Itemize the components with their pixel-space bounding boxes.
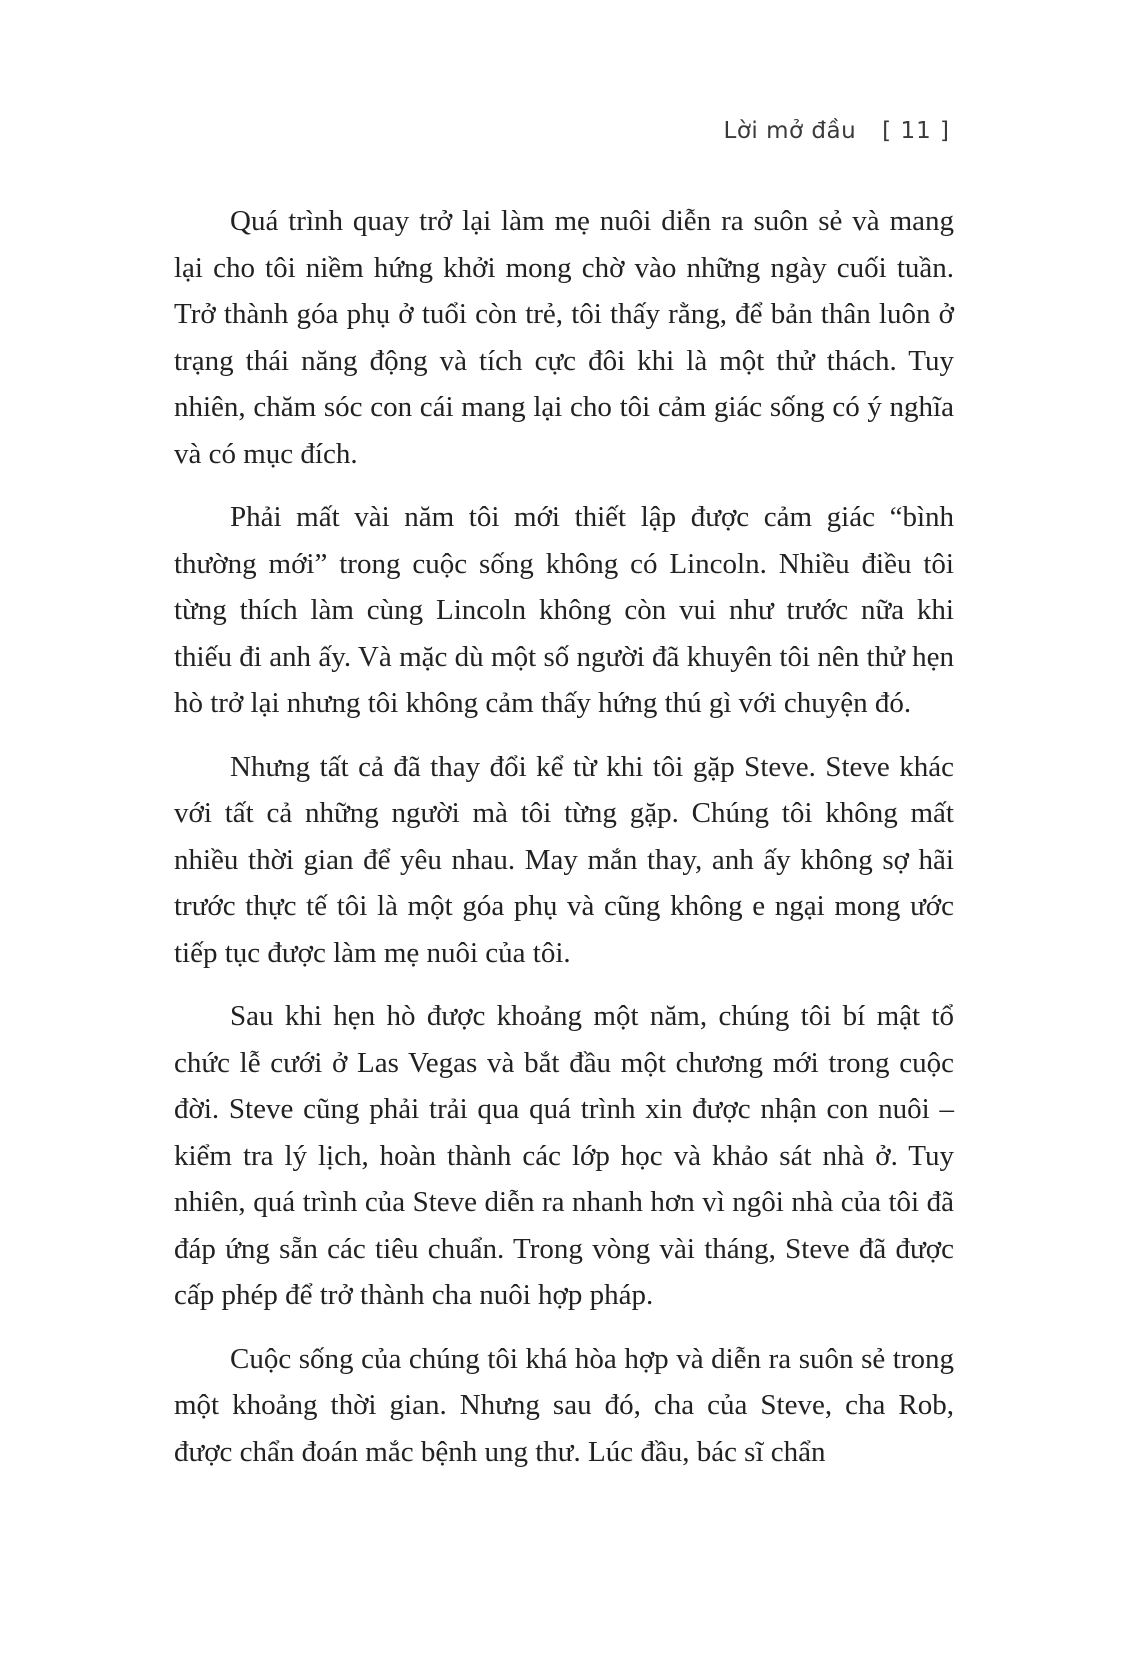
paragraph: Quá trình quay trở lại làm mẹ nuôi diễn ra suôn sẻ và mang lại cho tôi niềm hứng khởi mong chờ vào những ngày cuối tuần. Trở thành góa phụ ở tuổi còn trẻ, tôi thấy rằng, để bản thân luôn ở trạng thái năng động và tích cực đôi khi là một thử thách. Tuy nhiên, chăm sóc con cái mang lại cho tôi cảm giác sống có ý nghĩa và có mục đích. — [174, 205, 954, 470]
page-number: [ 11 ] — [882, 118, 950, 144]
paragraph: Sau khi hẹn hò được khoảng một năm, chúng tôi bí mật tổ chức lễ cưới ở Las Vegas và bắt đầu một chương mới trong cuộc đời. Steve cũng phải trải qua quá trình xin được nhận con nuôi – kiểm tra lý lịch, hoàn thành các lớp học và khảo sát nhà ở. Tuy nhiên, quá trình của Steve diễn ra nhanh hơn vì ngôi nhà của tôi đã đáp ứng sẵn các tiêu chuẩn. Trong vòng vài tháng, Steve đã được cấp phép để trở thành cha nuôi hợp pháp. — [174, 1000, 954, 1311]
paragraph: Cuộc sống của chúng tôi khá hòa hợp và diễn ra suôn sẻ trong một khoảng thời gian. Nhưng sau đó, cha của Steve, cha Rob, được chẩn đoán mắc bệnh ung thư. Lúc đầu, bác sĩ chẩn — [174, 1342, 954, 1468]
body-text — [174, 198, 954, 1492]
paragraph: Nhưng tất cả đã thay đổi kể từ khi tôi gặp Steve. Steve khác với tất cả những người mà tôi từng gặp. Chúng tôi không mất nhiều thời gian để yêu nhau. May mắn thay, anh ấy không sợ hãi trước thực tế tôi là một góa phụ và cũng không e ngại mong ước tiếp tục được làm mẹ nuôi của tôi. — [174, 750, 954, 969]
chapter-title: Lời mở đầu — [723, 118, 857, 144]
running-header — [724, 118, 951, 144]
paragraph: Phải mất vài năm tôi mới thiết lập được cảm giác “bình thường mới” trong cuộc sống không có Lincoln. Nhiều điều tôi từng thích làm cùng Lincoln không còn vui như trước nữa khi thiếu đi anh ấy. Và mặc dù một số người đã khuyên tôi nên thử hẹn hò trở lại nhưng tôi không cảm thấy hứng thú gì với chuyện đó. — [174, 501, 954, 719]
